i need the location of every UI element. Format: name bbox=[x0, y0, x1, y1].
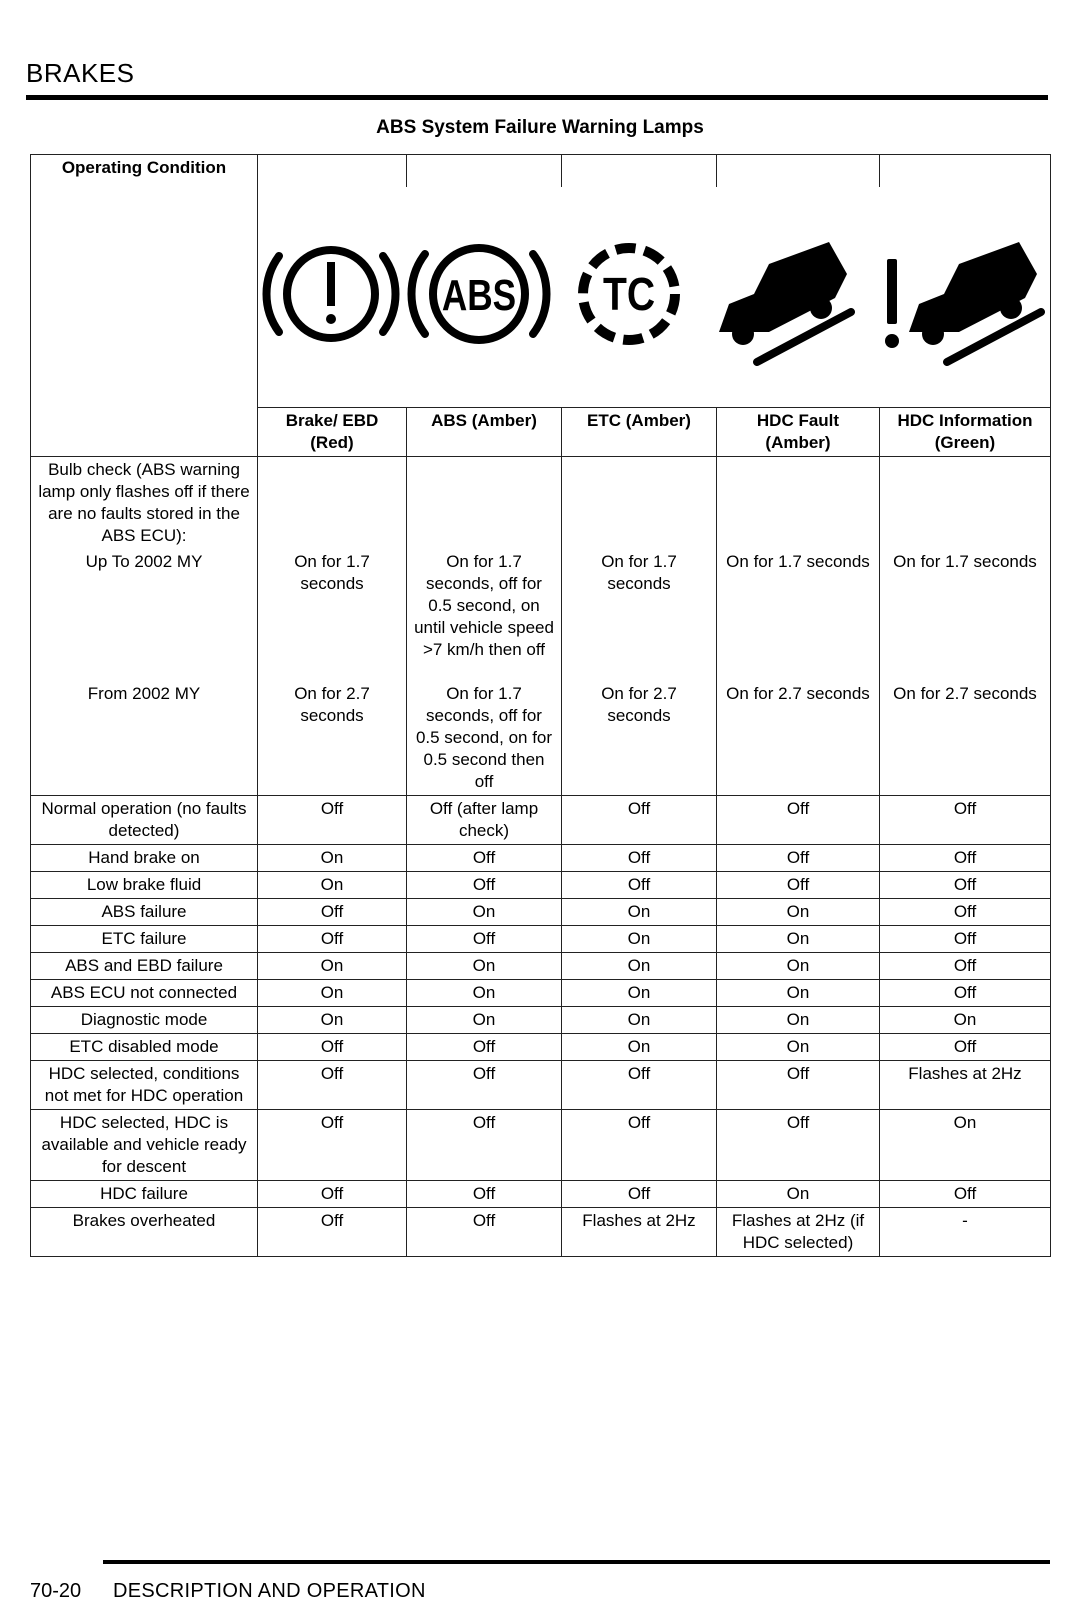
lamp-state-cell: Off bbox=[407, 1208, 562, 1257]
lamp-state-cell: On bbox=[562, 1034, 717, 1061]
lamp-state-cell: On bbox=[562, 926, 717, 953]
warning-lamps-table bbox=[30, 154, 1051, 1257]
page-number: 70-20 bbox=[30, 1580, 82, 1602]
icon-row bbox=[31, 187, 1051, 408]
lamp-state-cell: On bbox=[258, 1007, 407, 1034]
warning-lamps-table-wrapper bbox=[30, 154, 1050, 1257]
lamp-state-cell: On bbox=[717, 1034, 880, 1061]
lamp-state-cell: Off bbox=[407, 1181, 562, 1208]
lamp-state-cell: Off bbox=[562, 872, 717, 899]
table-row bbox=[31, 1034, 1051, 1061]
lamp-state-cell: Off (after lamp check) bbox=[407, 796, 562, 845]
lamp-state-cell: Off bbox=[258, 1181, 407, 1208]
lamp-state-cell: Off bbox=[407, 926, 562, 953]
lamp-state-cell: On bbox=[717, 980, 880, 1007]
section-name: DESCRIPTION AND OPERATION bbox=[113, 1580, 426, 1602]
table-row bbox=[31, 1061, 1051, 1110]
lamp-state-cell: On bbox=[717, 1181, 880, 1208]
column-header-abs: ABS (Amber) bbox=[407, 408, 562, 457]
bulb-check-cell: On for 1.7 seconds On for 2.7 seconds bbox=[562, 457, 717, 796]
table-row bbox=[31, 796, 1051, 845]
lamp-state-cell: On bbox=[407, 899, 562, 926]
lamp-state-cell: Off bbox=[562, 1061, 717, 1110]
footer-rule bbox=[103, 1560, 1050, 1564]
icon-column-top bbox=[562, 155, 717, 188]
table-row bbox=[31, 899, 1051, 926]
hdc-fault-icon bbox=[719, 242, 899, 362]
lamp-state-cell: Off bbox=[258, 1208, 407, 1257]
lamp-state-cell: Off bbox=[258, 1061, 407, 1110]
lamp-state-cell: Off bbox=[562, 1181, 717, 1208]
empty-cell bbox=[31, 408, 258, 457]
condition-cell: Low brake fluid bbox=[31, 872, 258, 899]
warning-icons-svg bbox=[259, 194, 1049, 394]
condition-cell: ABS ECU not connected bbox=[31, 980, 258, 1007]
lamp-state-cell: Off bbox=[258, 796, 407, 845]
lamp-state-cell: Off bbox=[880, 796, 1051, 845]
svg-text:ABS: ABS bbox=[441, 271, 517, 320]
bulb-check-cell: On for 1.7 seconds On for 2.7 seconds bbox=[258, 457, 407, 796]
lamp-state-cell: Off bbox=[717, 845, 880, 872]
lamp-state-cell: Off bbox=[407, 845, 562, 872]
lamp-state-cell: On bbox=[717, 953, 880, 980]
lamp-state-cell: On bbox=[407, 1007, 562, 1034]
condition-cell: ETC failure bbox=[31, 926, 258, 953]
condition-cell: HDC selected, HDC is available and vehicle ready for descent bbox=[31, 1110, 258, 1181]
condition-cell: ABS failure bbox=[31, 899, 258, 926]
bulb-check-cell: On for 1.7 seconds, off for 0.5 second, on until vehicle speed >7 km/h then off On for 1.7 seconds, off for 0.5 second, on for 0.5 second then off bbox=[407, 457, 562, 796]
bulb-check-cell: On for 1.7 seconds On for 2.7 seconds bbox=[880, 457, 1051, 796]
table-row-bulb-check bbox=[31, 457, 1051, 796]
condition-cell: HDC failure bbox=[31, 1181, 258, 1208]
lamp-state-cell: Off bbox=[717, 1061, 880, 1110]
lamp-state-cell: Off bbox=[880, 953, 1051, 980]
lamp-state-cell: On bbox=[407, 953, 562, 980]
lamp-state-cell: Off bbox=[407, 1034, 562, 1061]
icon-column-top bbox=[717, 155, 880, 188]
condition-cell: ETC disabled mode bbox=[31, 1034, 258, 1061]
empty-cell bbox=[31, 187, 258, 408]
bulb-check-label: Bulb check (ABS warning lamp only flashes off if there are no faults stored in the ABS ECU): bbox=[38, 460, 250, 545]
lamp-state-cell: Off bbox=[717, 1110, 880, 1181]
lamp-state-cell: On bbox=[258, 980, 407, 1007]
lamp-state-cell: On bbox=[717, 1007, 880, 1034]
page-header-title: BRAKES bbox=[26, 58, 135, 88]
lamp-state-cell: On bbox=[717, 899, 880, 926]
lamp-state-cell: On bbox=[258, 872, 407, 899]
lamp-state-cell: Off bbox=[880, 899, 1051, 926]
column-header-hdc-fault: HDC Fault (Amber) bbox=[717, 408, 880, 457]
lamp-state-cell: Off bbox=[880, 926, 1051, 953]
table-title: ABS System Failure Warning Lamps bbox=[376, 117, 704, 138]
table-row bbox=[31, 1181, 1051, 1208]
lamp-state-cell: Off bbox=[258, 899, 407, 926]
lamp-state-cell: On bbox=[562, 1007, 717, 1034]
lamp-state-cell: On bbox=[880, 1007, 1051, 1034]
column-header-etc: ETC (Amber) bbox=[562, 408, 717, 457]
lamp-state-cell: On bbox=[562, 899, 717, 926]
table-row bbox=[31, 845, 1051, 872]
table-row bbox=[31, 926, 1051, 953]
status-rows bbox=[31, 796, 1051, 1257]
lamp-state-cell: Off bbox=[407, 1061, 562, 1110]
table-row bbox=[31, 1007, 1051, 1034]
header-rule bbox=[26, 95, 1048, 100]
icon-column-top bbox=[880, 155, 1051, 188]
lamp-state-cell: Off bbox=[562, 845, 717, 872]
traction-control-icon bbox=[583, 248, 675, 340]
condition-cell: Brakes overheated bbox=[31, 1208, 258, 1257]
lamp-state-cell: - bbox=[880, 1208, 1051, 1257]
lamp-state-cell: Off bbox=[880, 845, 1051, 872]
icon-column-top bbox=[258, 155, 407, 188]
condition-cell: Diagnostic mode bbox=[31, 1007, 258, 1034]
lamp-state-cell: Flashes at 2Hz bbox=[562, 1208, 717, 1257]
condition-cell: HDC selected, conditions not met for HDC operation bbox=[31, 1061, 258, 1110]
lamp-state-cell: Off bbox=[880, 1181, 1051, 1208]
lamp-state-cell: Off bbox=[258, 1110, 407, 1181]
table-row bbox=[31, 1208, 1051, 1257]
table-row bbox=[31, 1110, 1051, 1181]
lamp-state-cell: Off bbox=[717, 872, 880, 899]
icons-strip bbox=[258, 187, 1051, 408]
table-top-row bbox=[31, 155, 1051, 188]
lamp-state-cell: Off bbox=[562, 1110, 717, 1181]
operating-condition-header: Operating Condition bbox=[31, 155, 258, 188]
lamp-state-cell: On bbox=[562, 953, 717, 980]
lamp-state-cell: Off bbox=[407, 872, 562, 899]
lamp-state-cell: Off bbox=[880, 1034, 1051, 1061]
bulb-check-cell: On for 1.7 seconds On for 2.7 seconds bbox=[717, 457, 880, 796]
table-row bbox=[31, 980, 1051, 1007]
condition-cell: ABS and EBD failure bbox=[31, 953, 258, 980]
icon-column-top bbox=[407, 155, 562, 188]
lamp-state-cell: Off bbox=[407, 1110, 562, 1181]
lamp-state-cell: Off bbox=[258, 1034, 407, 1061]
table-row bbox=[31, 872, 1051, 899]
table-row bbox=[31, 953, 1051, 980]
bulb-check-condition-cell bbox=[31, 457, 258, 796]
column-header-brake-ebd: Brake/ EBD (Red) bbox=[258, 408, 407, 457]
abs-warning-icon bbox=[411, 248, 546, 340]
lamp-state-cell: Off bbox=[880, 872, 1051, 899]
lamp-state-cell: On bbox=[258, 845, 407, 872]
lamp-state-cell: Off bbox=[258, 926, 407, 953]
svg-text:TC: TC bbox=[602, 269, 656, 321]
lamp-state-cell: On bbox=[880, 1110, 1051, 1181]
lamp-state-cell: Off bbox=[562, 796, 717, 845]
lamp-state-cell: Off bbox=[717, 796, 880, 845]
from-2002-label: From 2002 MY bbox=[87, 684, 201, 703]
lamp-state-cell: Flashes at 2Hz bbox=[880, 1061, 1051, 1110]
condition-cell: Hand brake on bbox=[31, 845, 258, 872]
lamp-state-cell: On bbox=[562, 980, 717, 1007]
lamp-state-cell: On bbox=[407, 980, 562, 1007]
hdc-information-icon bbox=[909, 242, 1041, 362]
lamp-state-cell: Flashes at 2Hz (if HDC selected) bbox=[717, 1208, 880, 1257]
condition-cell: Normal operation (no faults detected) bbox=[31, 796, 258, 845]
brake-warning-icon bbox=[266, 250, 395, 338]
column-header-row bbox=[31, 408, 1051, 457]
column-header-hdc-information: HDC Information (Green) bbox=[880, 408, 1051, 457]
lamp-state-cell: On bbox=[258, 953, 407, 980]
lamp-state-cell: Off bbox=[880, 980, 1051, 1007]
up-to-2002-label: Up To 2002 MY bbox=[85, 552, 203, 571]
lamp-state-cell: On bbox=[717, 926, 880, 953]
